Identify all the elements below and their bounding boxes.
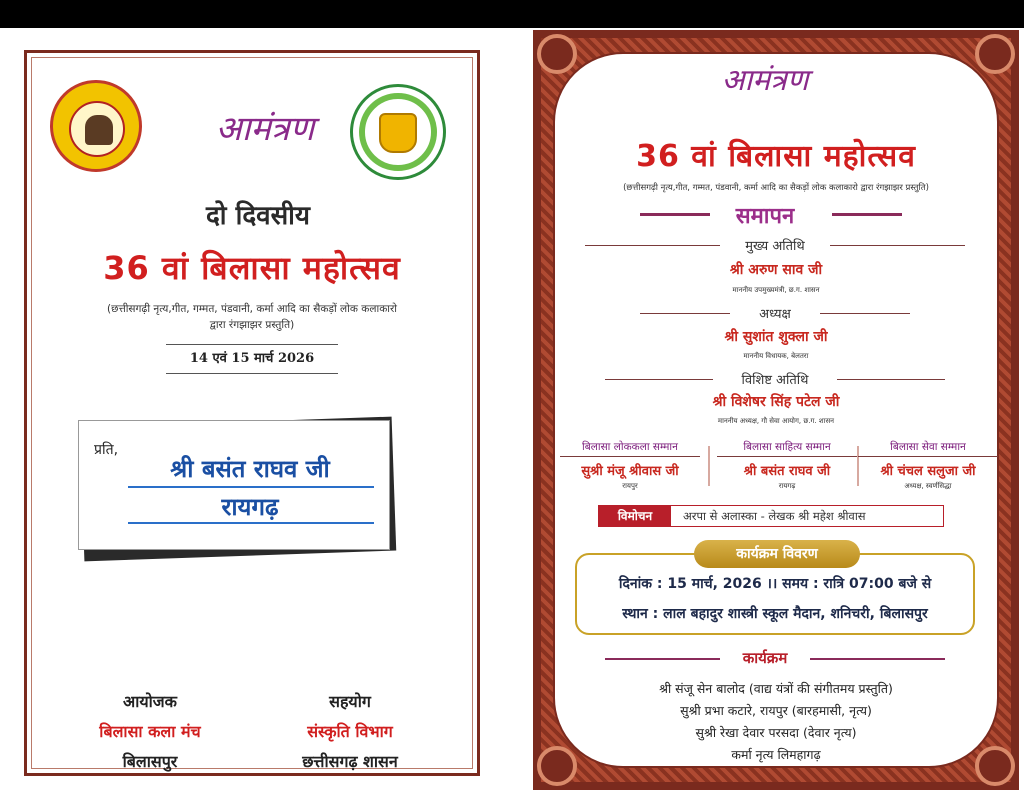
- president-label: अध्यक्ष: [730, 304, 820, 322]
- right-subtitle: (छत्तीसगढ़ी नृत्य,गीत, गम्मत, पंडवानी, कर्मा आदि का सैकड़ों लोक कलाकारो द्वारा रंगझाझर प्रस्तुति): [623, 183, 929, 193]
- organizer-name: बिलासा कला मंच: [99, 722, 201, 741]
- chief-guest-role: माननीय उपमुख्यमंत्री, छ.ग. शासन: [732, 286, 820, 294]
- award-recipient-place: रायगढ़: [778, 482, 796, 490]
- award-recipient-place: अध्यक्ष, स्वर्णसिद्धा: [904, 482, 952, 490]
- folk-artist-figure-icon: [85, 115, 113, 145]
- award-title: बिलासा सेवा सम्मान: [858, 440, 998, 457]
- book-release-strip: [598, 505, 944, 527]
- samapan-right-rule: [832, 213, 902, 216]
- program-venue: स्थान : लाल बहादुर शास्त्री स्कूल मैदान, शनिचरी, बिलासपुर: [622, 606, 928, 622]
- performance-item: श्री संजू सेन बालोद (वाद्य यंत्रों की संगीतमय प्रस्तुति): [659, 681, 893, 696]
- program-details-label: कार्यक्रम विवरण: [694, 540, 860, 568]
- address-underline-2: [128, 522, 374, 524]
- special-guest-role: माननीय अध्यक्ष, गौ सेवा आयोग, छ.ग. शासन: [717, 417, 835, 425]
- organizer-label: आयोजक: [123, 692, 177, 711]
- chhattisgarh-government-emblem: [350, 84, 446, 180]
- address-card: [78, 420, 390, 550]
- addressee-city: रायगढ़: [221, 493, 279, 521]
- chief-guest-label: मुख्य अतिथि: [720, 236, 830, 254]
- award-title: बिलासा लोककला सम्मान: [560, 440, 700, 457]
- karyakram-heading: कार्यक्रम: [720, 648, 810, 668]
- left-subtitle-line2: द्वारा रंगझाझर प्रस्तुति): [209, 319, 295, 331]
- organizer-block: [60, 690, 240, 772]
- right-amantran-heading: आमंत्रण: [721, 63, 809, 98]
- award-sahitya: [717, 440, 857, 491]
- special-guest-name: श्री विशेषर सिंह पटेल जी: [712, 394, 840, 410]
- performance-item: सुश्री रेखा देवार परसदा (देवार नृत्य): [695, 725, 857, 740]
- award-recipient-place: रायपुर: [622, 482, 638, 490]
- program-date-time: दिनांक : 15 मार्च, 2026 ।। समय : रात्रि 07:00 बजे से: [618, 576, 932, 592]
- support-name: संस्कृति विभाग: [307, 722, 393, 741]
- support-block: [260, 690, 440, 772]
- left-amantran-heading: आमंत्रण: [215, 109, 315, 149]
- performance-item: कर्मा नृत्य लिमहागढ़: [731, 747, 821, 762]
- performance-item: सुश्री प्रभा कटारे, रायपुर (बारहमासी, नृत्य): [680, 703, 872, 718]
- samapan-heading: समापन: [735, 204, 795, 229]
- chief-guest-name: श्री अरुण साव जी: [729, 262, 823, 278]
- corner-ornament-icon: [537, 34, 577, 74]
- award-seva: [858, 440, 998, 491]
- top-black-bar: [0, 0, 1024, 28]
- special-guest-label: विशिष्ट अतिथि: [713, 370, 837, 388]
- left-festival-title: 36 वां बिलासा महोत्सव: [103, 249, 401, 287]
- address-prati-label: प्रति,: [94, 442, 119, 458]
- ashoka-emblem-icon: [379, 113, 417, 153]
- book-release-tag: विमोचन: [599, 506, 671, 526]
- book-release-text: अरपा से अलास्का - लेखक श्री महेश श्रीवास: [683, 509, 866, 523]
- president-role: माननीय विधायक, बेलतरा: [743, 352, 809, 360]
- logo-core: [69, 101, 125, 157]
- organizer-place: बिलासपुर: [122, 752, 178, 771]
- address-underline-1: [128, 486, 374, 488]
- president-name: श्री सुशांत शुक्ला जी: [724, 329, 828, 345]
- corner-ornament-icon: [975, 34, 1015, 74]
- award-title: बिलासा साहित्य सम्मान: [717, 440, 857, 457]
- left-subtitle-line1: (छत्तीसगढ़ी नृत्य,गीत, गम्मत, पंडवानी, कर्मा आदि का सैकड़ों लोक कलाकारो: [106, 303, 397, 315]
- bilasa-kala-manch-logo: [50, 80, 142, 172]
- award-divider: [708, 446, 710, 486]
- award-recipient: श्री चंचल सलुजा जी: [880, 464, 976, 479]
- support-label: सहयोग: [329, 692, 371, 711]
- left-two-day-label: दो दिवसीय: [206, 201, 310, 231]
- award-recipient: श्री बसंत राघव जी: [743, 464, 831, 479]
- addressee-name: श्री बसंत राघव जी: [170, 455, 330, 483]
- right-festival-title: 36 वां बिलासा महोत्सव: [636, 139, 916, 174]
- support-place: छत्तीसगढ़ शासन: [302, 752, 398, 771]
- award-recipient: सुश्री मंजू श्रीवास जी: [581, 464, 679, 479]
- award-lokkala: [560, 440, 700, 491]
- left-event-date: 14 एवं 15 मार्च 2026: [166, 344, 338, 374]
